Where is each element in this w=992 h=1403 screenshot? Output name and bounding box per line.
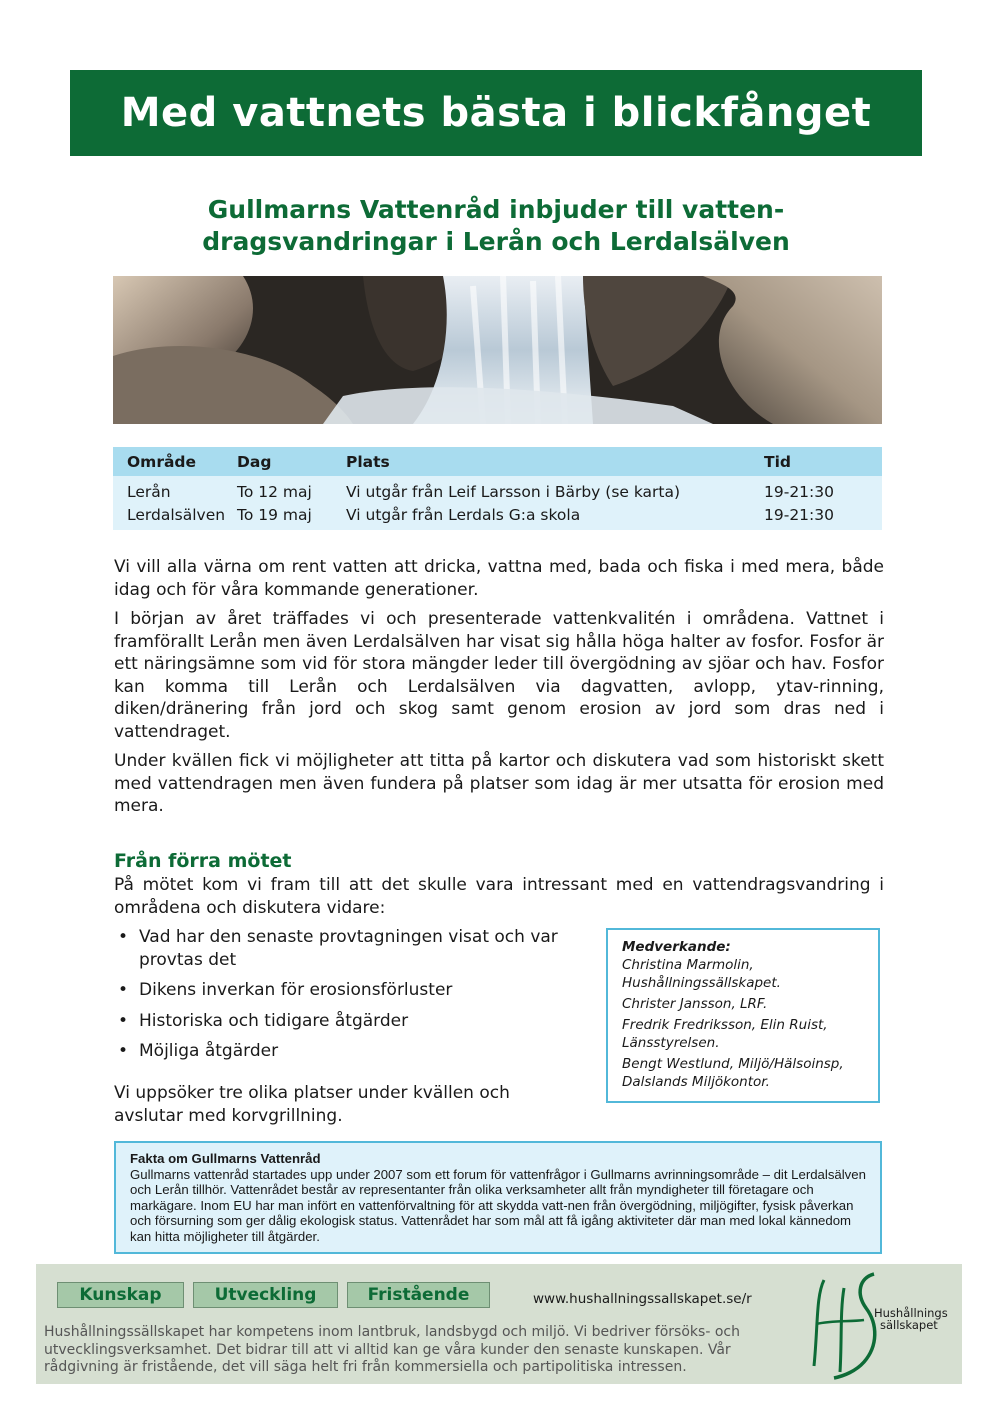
footer — [36, 1264, 962, 1384]
list-item: • Historiska och tidigare åtgärder — [118, 1010, 588, 1033]
cell-time: 19-21:30 — [764, 505, 834, 524]
header-omrade: Område — [127, 452, 197, 471]
header-plats: Plats — [346, 452, 390, 471]
footer-text: Hushållningssällskapet har kompetens inom lantbruk, landsbygd och miljö. Vi bedriver försöks- och utvecklingsverksamhet. Det bidrar till att vi alltid kan ge våra kunder den senaste kunskapen. Vår rådgivning är fristående, det vill säga helt fri från kommersiella och partipolitiska intressen. — [44, 1324, 740, 1375]
meeting-intro: På mötet kom vi fram till att det skulle vara intressant med en vattendragsvandring i områdena och diskutera vidare: — [114, 875, 884, 918]
subtitle-line-1: Gullmarns Vattenråd inbjuder till vatten- — [207, 195, 785, 224]
participant-item: Bengt Westlund, Miljö/Hälsoinsp, Dalslands Miljökontor. — [622, 1056, 844, 1090]
website-link[interactable]: www.hushallningssallskapet.se/r — [533, 1291, 752, 1307]
header-dag: Dag — [237, 452, 272, 471]
cell-place: Vi utgår från Leif Larsson i Bärby (se karta) — [346, 482, 681, 501]
meeting-heading: Från förra mötet — [114, 850, 292, 872]
facts-text: Gullmarns vattenråd startades upp under 2007 som ett forum för vattenfrågor i Gullmarns avrinningsområde – dit Lerdalsälven och Lerån tillhör. Vattenrådet består av representanter från olika verksamheter allt från myndigheter till företagare och markägare. Inom EU har man infört en vattenförvaltning för att skydda vatt-nen från övergödning, miljögifter, fysisk påverkan och försurning som ger dålig ekologisk status. Vattenrådet har som mål att få igång aktiviteter där man med lokal kännedom kan hitta möjligheter till åtgärder. — [130, 1166, 866, 1244]
table-row — [113, 480, 882, 503]
table-row — [113, 503, 882, 526]
cell-area: Lerdalsälven — [127, 505, 226, 524]
waterfall-photo — [113, 276, 882, 424]
background-paragraph: I början av året träffades vi och presenterade vattenkvalitén i områdena. Vattnet i framförallt Lerån men även Lerdalsälven har visat sig hålla höga halter av fosfor. Fosfor är ett näringsämne som vid för stora mängder leder till övergödning av sjöar och hav. Fosfor kan komma till Lerån och Lerdalsälven via dagvatten, avlopp, ytav-rinning, diken/dränering från jord och skog samt genom erosion av jord som dras ned i vattendraget. — [114, 609, 884, 742]
utveckling-button[interactable]: Utveckling — [193, 1282, 338, 1308]
page-title: Med vattnets bästa i blickfånget — [120, 90, 872, 136]
logo-line-2: sällskapet — [880, 1317, 938, 1332]
subtitle-line-2: dragsvandringar i Lerån och Lerdalsälven — [202, 227, 790, 256]
cell-place: Vi utgår från Lerdals G:a skola — [346, 505, 581, 524]
list-item: • Vad har den senaste provtagningen visat och var provtas det — [118, 926, 588, 971]
bullet-list — [118, 926, 588, 1071]
participant-item: Christina Marmolin, Hushållningssällskapet. — [622, 957, 781, 991]
waterfall-image — [113, 276, 882, 424]
schedule-table — [113, 447, 882, 530]
fristaende-button[interactable]: Fristående — [347, 1282, 490, 1308]
participants-title: Medverkande: — [622, 939, 731, 955]
evening-paragraph: Under kvällen fick vi möjligheter att titta på kartor och diskutera vad som historiskt skett med vattendragen men även fundera på platser som idag är mer utsatta för erosion med mera. — [114, 751, 884, 816]
closing-paragraph: Vi uppsöker tre olika platser under kvällen och avslutar med korvgrillning. — [114, 1083, 510, 1126]
participant-item: Christer Jansson, LRF. — [622, 996, 768, 1012]
subtitle — [100, 194, 892, 258]
schedule-header-row — [113, 447, 882, 476]
list-item: • Möjliga åtgärder — [118, 1040, 588, 1063]
participants-box — [606, 928, 880, 1103]
header-tid: Tid — [764, 452, 791, 471]
participant-item: Fredrik Fredriksson, Elin Ruist, Länsstyrelsen. — [622, 1017, 828, 1051]
intro-paragraph: Vi vill alla värna om rent vatten att dricka, vattna med, bada och fiska i med mera, både idag och för våra kommande generationer. — [114, 557, 884, 600]
facts-title: Fakta om Gullmarns Vattenråd — [130, 1151, 321, 1166]
cell-day: To 19 maj — [237, 505, 312, 524]
schedule-body — [113, 476, 882, 530]
kunskap-button[interactable]: Kunskap — [57, 1282, 184, 1308]
facts-box — [114, 1141, 882, 1254]
logo-text — [874, 1308, 948, 1331]
cell-area: Lerån — [127, 482, 171, 501]
logo-line-1: Hushållnings — [874, 1306, 948, 1320]
cell-time: 19-21:30 — [764, 482, 834, 501]
cell-day: To 12 maj — [237, 482, 312, 501]
title-banner — [70, 70, 922, 156]
list-item: • Dikens inverkan för erosionsförluster — [118, 979, 588, 1002]
